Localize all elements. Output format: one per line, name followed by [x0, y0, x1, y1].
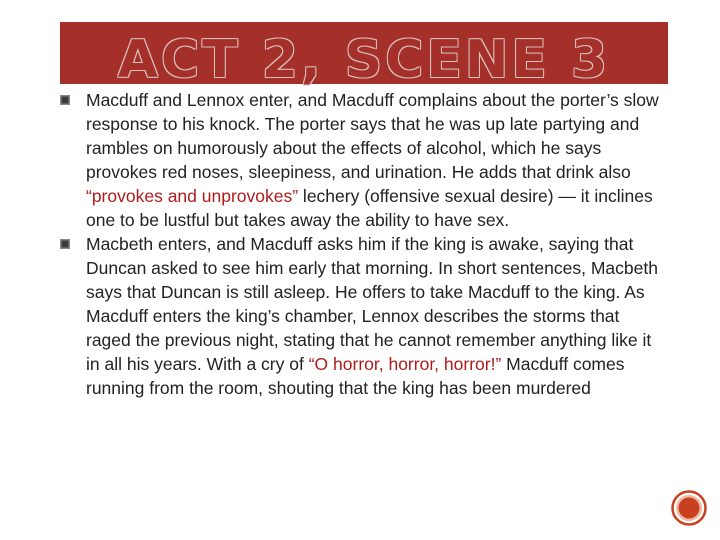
- text-segment: lechery (offensive sexual desire) — it inclines one to be lustful but takes away the ability to have sex.: [86, 186, 653, 230]
- bullet-item: [60, 88, 666, 232]
- bullet-list: [60, 88, 666, 400]
- text-segment: Macduff and Lennox enter, and Macduff complains about the porter’s slow response to his knock. The porter says that he was up late partying and rambles on humorously about the effects of alcohol, which he says provokes red noses, sleepiness, and urination. He adds that drink also: [86, 90, 659, 182]
- quote-text: “provokes and unprovokes”: [86, 186, 299, 206]
- title-bar: [60, 22, 668, 90]
- bullet-item: [60, 232, 666, 400]
- bullet-text: [86, 90, 659, 230]
- text-segment: Macduff comes running from the room, shouting that the king has been murdered: [86, 354, 625, 398]
- slide-title: ACT 2, SCENE 3: [117, 30, 611, 90]
- text-segment: Macbeth enters, and Macduff asks him if the king is awake, saying that Duncan asked to see him early that morning. In short sentences, Macbeth says that Duncan is still asleep. He offers to take Macduff to the king. As Macduff enters the king’s chamber, Lennox describes the storms that raged the previous night, stating that he cannot remember anything like it in all his years. With a cry of: [86, 234, 658, 374]
- square-bullet-icon: [60, 239, 70, 249]
- quote-text: “O horror, horror, horror!”: [308, 354, 502, 374]
- bullet-text: [86, 234, 658, 398]
- square-bullet-icon: [60, 95, 70, 105]
- nav-button[interactable]: [671, 490, 707, 526]
- circular-nav-icon: [671, 490, 707, 526]
